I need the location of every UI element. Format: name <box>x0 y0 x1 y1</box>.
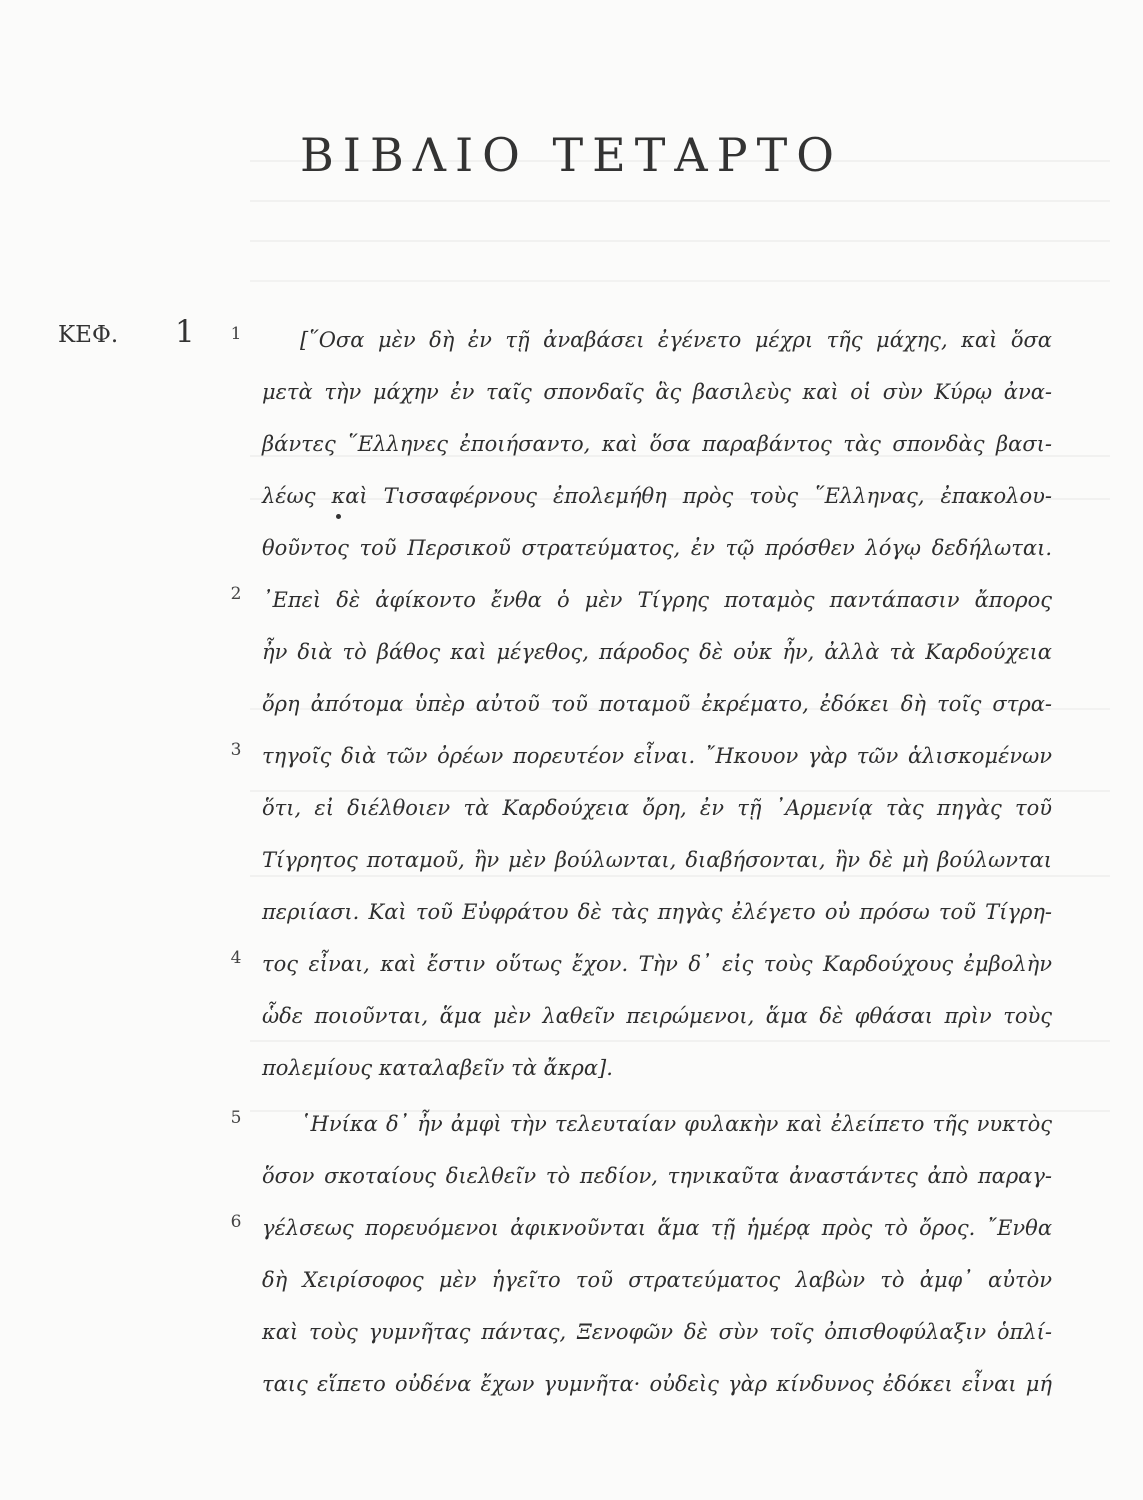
text-line: ὅσον σκοταίους διελθεῖν τὸ πεδίον, τηνικαῦτα ἀναστάντες ἀπὸ παραγ- <box>262 1164 1052 1188</box>
book-title: ΒΙΒΛΙΟ ΤΕΤΑΡΤΟ <box>299 128 843 182</box>
chapter-label: ΚΕΦ. <box>58 322 119 348</box>
verse-number: 3 <box>230 740 242 760</box>
text-line: ταις εἵπετο οὐδένα ἔχων γυμνῆτα· οὐδεὶς γὰρ κίνδυνος ἐδόκει εἶναι μή <box>262 1372 1052 1396</box>
text-line: καὶ τοὺς γυμνῆτας πάντας, Ξενοφῶν δὲ σὺν τοῖς ὀπισθοφύλαξιν ὁπλί- <box>262 1320 1052 1344</box>
text-line: [῞Οσα μὲν δὴ ἐν τῇ ἀναβάσει ἐγένετο μέχρι τῆς μάχης, καὶ ὅσα <box>300 328 1052 352</box>
verse-number: 1 <box>230 324 242 344</box>
verse-number: 6 <box>230 1212 242 1232</box>
text-line: ὅτι, εἰ διέλθοιεν τὰ Καρδούχεια ὄρη, ἐν τῇ ᾿Αρμενίᾳ τὰς πηγὰς τοῦ <box>262 796 1052 820</box>
text-line: Τίγρητος ποταμοῦ, ἢν μὲν βούλωνται, διαβήσονται, ἢν δὲ μὴ βούλωνται <box>262 848 1052 872</box>
text-line: δὴ Χειρίσοφος μὲν ἡγεῖτο τοῦ στρατεύματος λαβὼν τὸ ἀμφ᾿ αὐτὸν <box>262 1268 1052 1292</box>
verse-number: 2 <box>230 584 242 604</box>
text-line: ἦν διὰ τὸ βάθος καὶ μέγεθος, πάροδος δὲ οὐκ ἦν, ἀλλὰ τὰ Καρδούχεια <box>262 640 1052 664</box>
text-line: ὧδε ποιοῦνται, ἅμα μὲν λαθεῖν πειρώμενοι, ἅμα δὲ φθάσαι πρὶν τοὺς <box>262 1004 1052 1028</box>
text-line: ᾿Επεὶ δὲ ἀφίκοντο ἔνθα ὁ μὲν Τίγρης ποταμὸς παντάπασιν ἄπορος <box>262 588 1052 612</box>
text-line: τηγοῖς διὰ τῶν ὀρέων πορευτέον εἶναι. ῎Ηκουον γὰρ τῶν ἁλισκομένων <box>262 744 1052 768</box>
text-line: πολεμίους καταλαβεῖν τὰ ἄκρα]. <box>262 1056 613 1080</box>
chapter-number: 1 <box>175 314 195 350</box>
verse-number: 5 <box>230 1108 242 1128</box>
text-line: λέως καὶ Τισσαφέρνους ἐπολεμήθη πρὸς τοὺς ῞Ελληνας, ἐπακολου- <box>262 484 1052 508</box>
text-line: ῾Ηνίκα δ᾿ ἦν ἀμφὶ τὴν τελευταίαν φυλακὴν καὶ ἐλείπετο τῆς νυκτὸς <box>300 1112 1052 1136</box>
text-line: θοῦντος τοῦ Περσικοῦ στρατεύματος, ἐν τῷ πρόσθεν λόγῳ δεδήλωται. <box>262 536 1052 560</box>
verse-number: 4 <box>230 948 242 968</box>
text-line: ὄρη ἀπότομα ὑπὲρ αὐτοῦ τοῦ ποταμοῦ ἐκρέματο, ἐδόκει δὴ τοῖς στρα- <box>262 692 1052 716</box>
text-line: βάντες ῞Ελληνες ἐποιήσαντο, καὶ ὅσα παραβάντος τὰς σπονδὰς βασι- <box>262 432 1052 456</box>
text-line: τος εἶναι, καὶ ἔστιν οὕτως ἔχον. Τὴν δ᾿ εἰς τοὺς Καρδούχους ἐμβολὴν <box>262 952 1052 976</box>
text-line: γέλσεως πορευόμενοι ἀφικνοῦνται ἅμα τῇ ἡμέρᾳ πρὸς τὸ ὄρος. ῎Ενθα <box>262 1216 1052 1240</box>
ink-speck <box>336 514 341 519</box>
text-line: περιίασι. Καὶ τοῦ Εὐφράτου δὲ τὰς πηγὰς ἐλέγετο οὐ πρόσω τοῦ Τίγρη- <box>262 900 1052 924</box>
text-line: μετὰ τὴν μάχην ἐν ταῖς σπονδαῖς ἃς βασιλεὺς καὶ οἱ σὺν Κύρῳ ἀνα- <box>262 380 1052 404</box>
